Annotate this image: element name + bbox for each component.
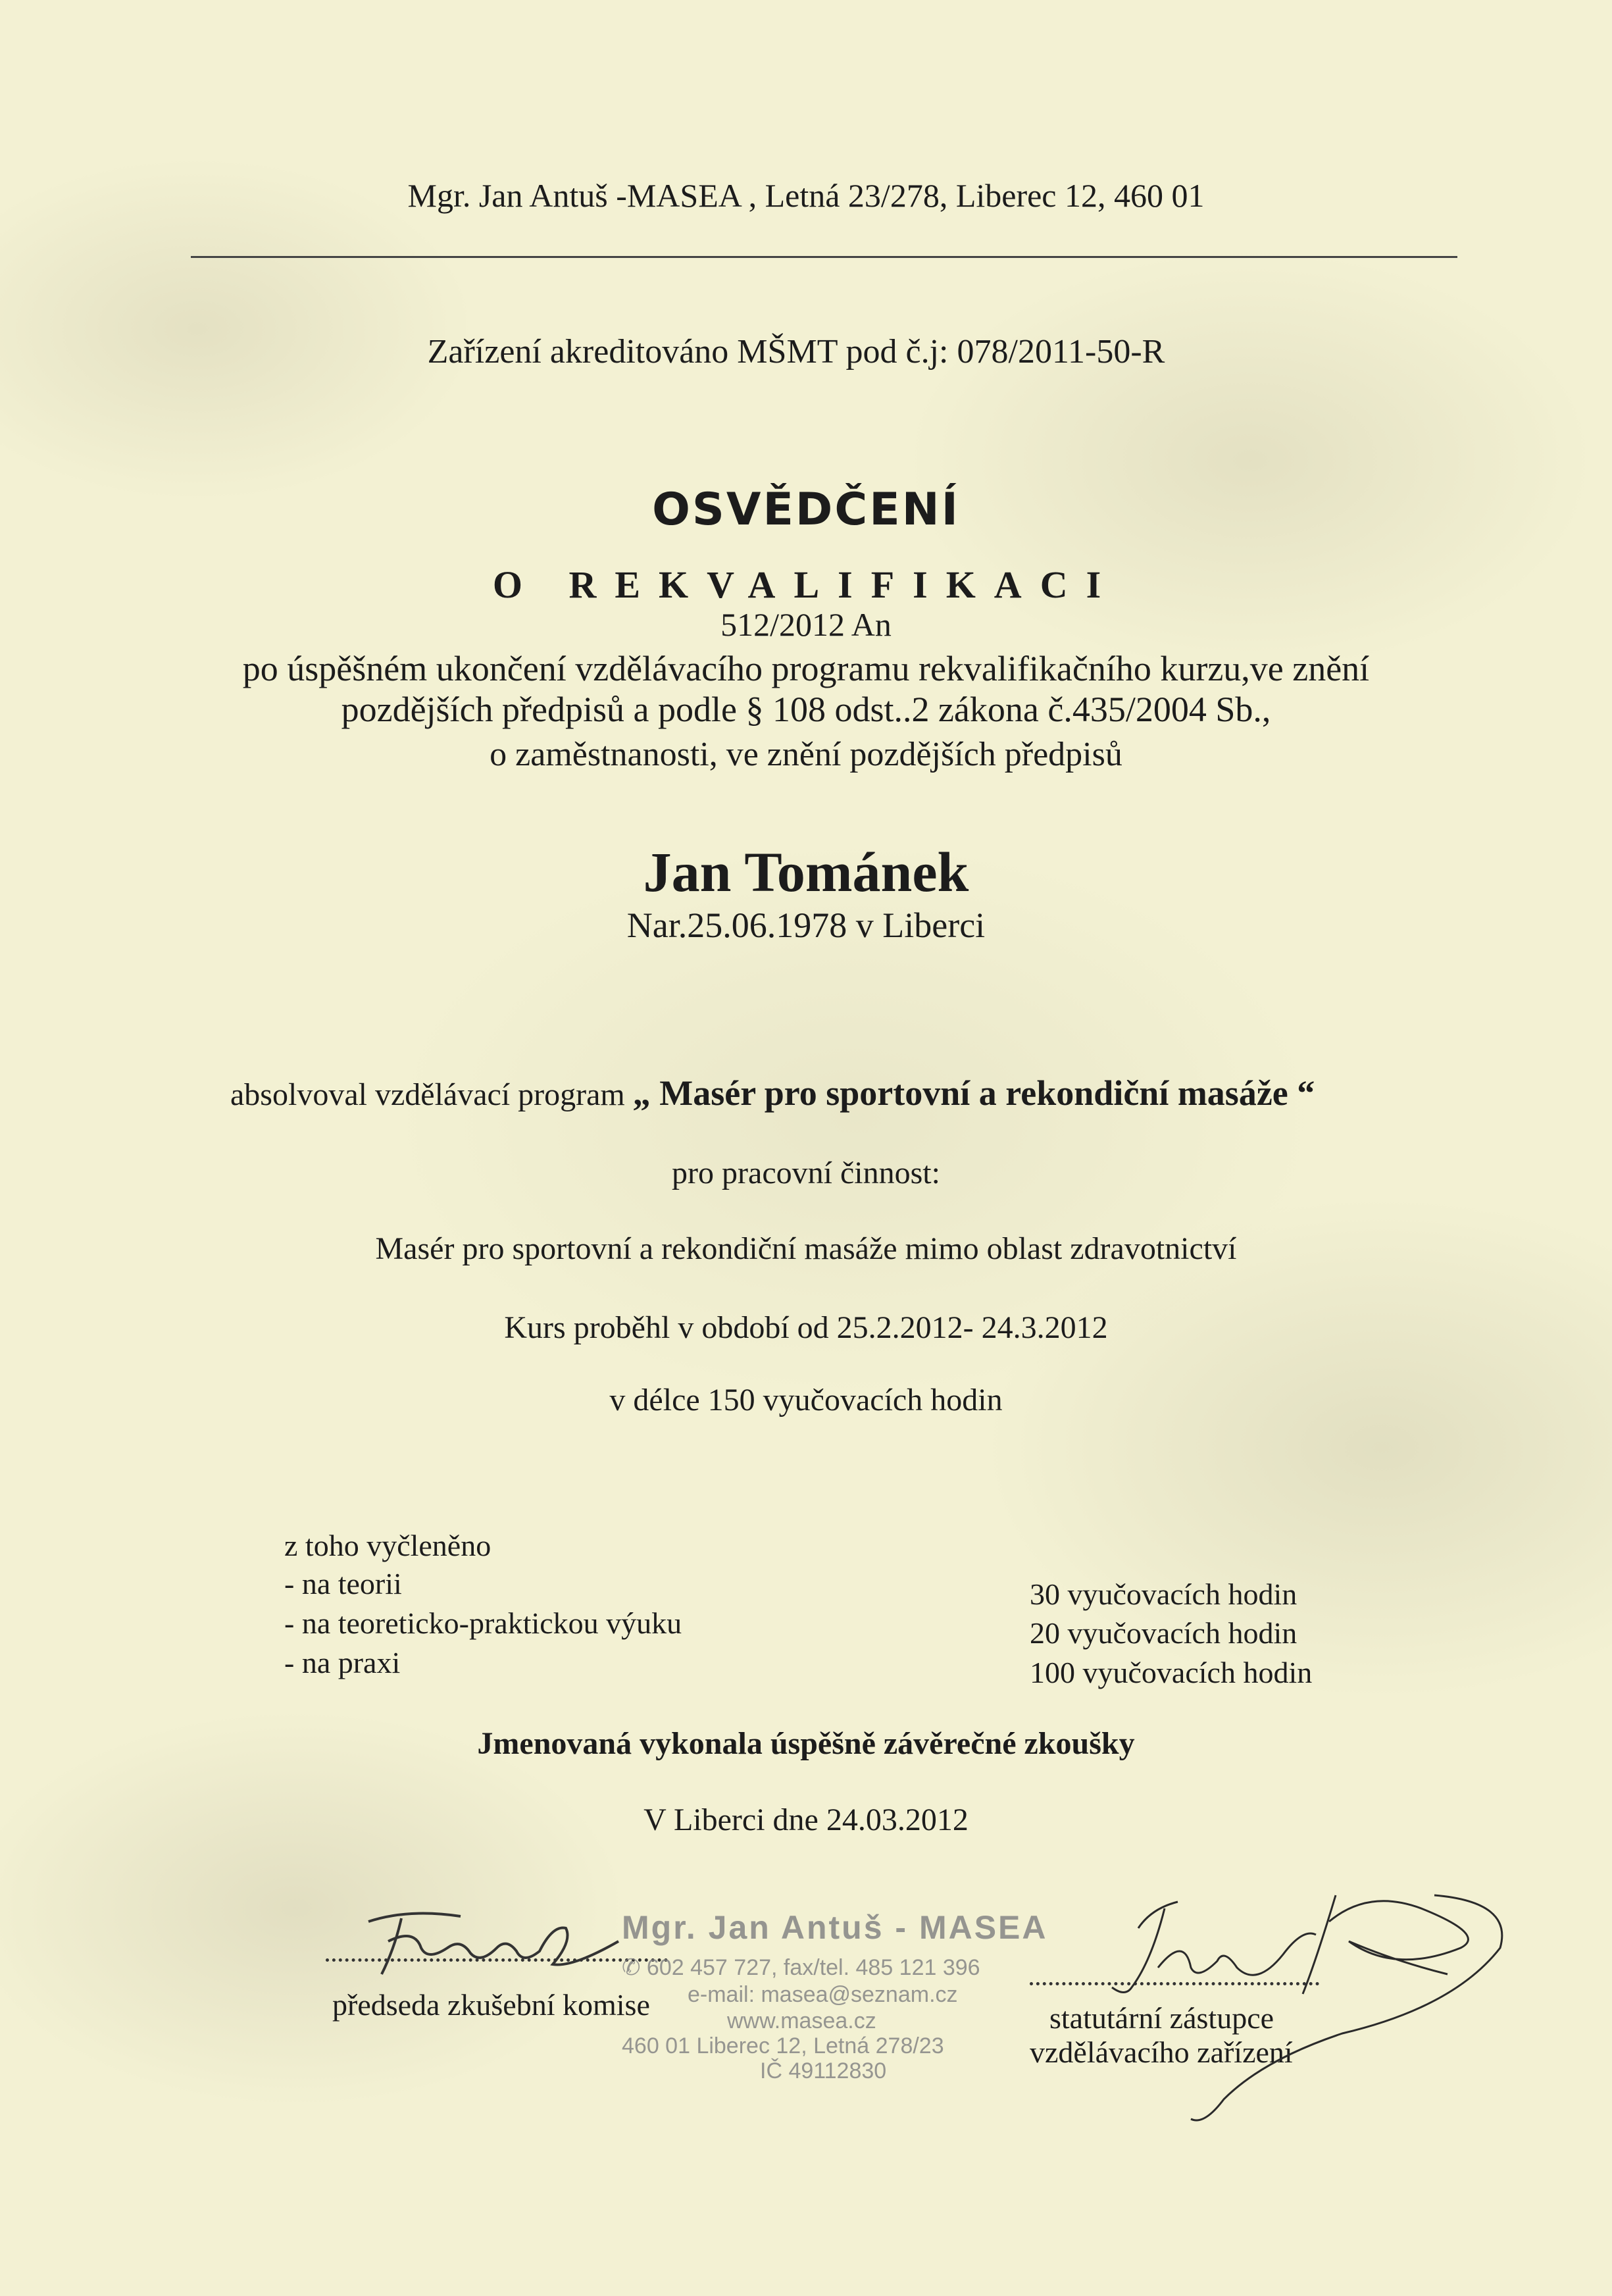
hours-row-value: 30 vyučovacích hodin [1030,1577,1297,1611]
legal-text-line-3: o zaměstnanosti, ve znění pozdějších předpisů [490,736,1122,773]
signature-label-right-1: statutární zástupce [1049,2001,1274,2035]
work-activity-text: Masér pro sportovní a rekondiční masáže mimo oblast zdravotnictví [375,1231,1237,1266]
program-prefix: absolvoval vzdělávací program [230,1077,625,1112]
director-signature [1026,1882,1526,2145]
header-divider [191,256,1457,258]
program-line [230,1073,1315,1113]
certificate-number: 512/2012 An [720,606,892,643]
hours-row-label: - na praxi [284,1646,401,1679]
legal-text-line-1: po úspěšném ukončení vzdělávacího programu rekvalifikačního kurzu,ve znění [242,649,1370,688]
course-period: Kurs proběhl v období od 25.2.2012- 24.3.2012 [504,1310,1108,1345]
recipient-name: Jan Tománek [643,840,969,904]
exam-statement: Jmenovaná vykonala úspěšně závěrečné zkoušky [477,1726,1135,1761]
stamp-line: 460 01 Liberec 12, Letná 278/23 [622,2033,944,2058]
stamp-line: IČ 49112830 [760,2058,887,2083]
hours-row-label: - na teorii [284,1567,402,1600]
recipient-birth: Nar.25.06.1978 v Liberci [626,906,986,945]
stamp-line: ✆ 602 457 727, fax/tel. 485 121 396 [622,1955,980,1980]
program-name: „ Masér pro sportovní a rekondiční masáže “ [632,1073,1315,1113]
signature-label-right-2: vzdělávacího zařízení [1030,2035,1293,2069]
legal-text-line-2: pozdějších předpisů a podle § 108 odst..2 zákona č.435/2004 Sb., [341,690,1271,729]
accreditation-line: Zařízení akreditováno MŠMT pod č.j: 078/2011-50-R [427,333,1165,370]
hours-row-label: - na teoreticko-praktickou výuku [284,1606,682,1640]
hours-row-value: 20 vyučovacích hodin [1030,1616,1297,1650]
stamp-line: e-mail: masea@seznam.cz [688,1982,958,2007]
stamp-line: www.masea.cz [727,2008,876,2033]
hours-breakdown-label: z toho vyčleněno [284,1529,491,1562]
stamp-line: Mgr. Jan Antuš - MASEA [622,1909,1048,1946]
course-duration: v délce 150 vyučovacích hodin [609,1383,1003,1417]
signature-label-left: předseda zkušební komise [332,1988,650,2022]
place-and-date: V Liberci dne 24.03.2012 [643,1802,969,1837]
chairman-signature [355,1902,645,1987]
certificate-subtitle: O REKVALIFIKACI [492,563,1120,606]
issuer-address: Mgr. Jan Antuš -MASEA , Letná 23/278, Liberec 12, 460 01 [407,177,1205,214]
certificate-title: OSVĚDČENÍ [652,484,960,536]
hours-row-value: 100 vyučovacích hodin [1030,1656,1313,1689]
work-activity-label: pro pracovní činnost: [672,1156,940,1190]
